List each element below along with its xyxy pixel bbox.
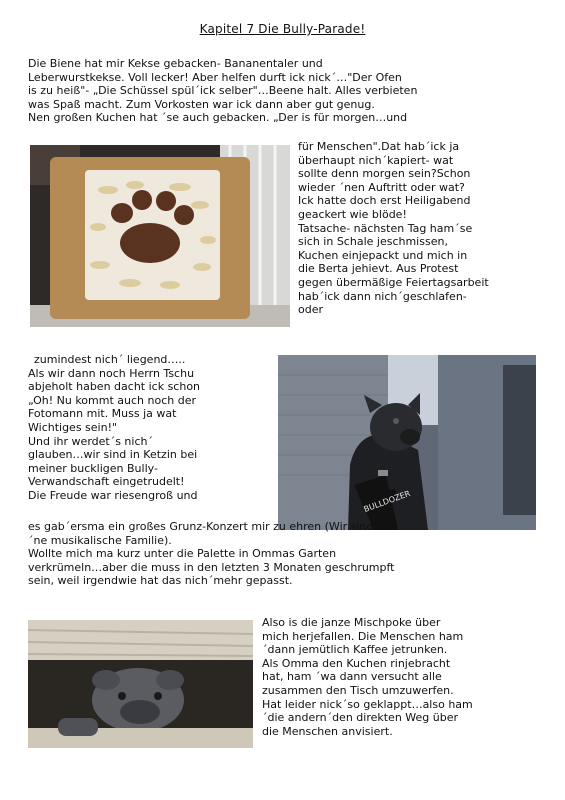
text-line: die Berta jehievt. Aus Protest [298,262,459,276]
text-line: Hat leider nick´so geklappt…also ham [262,697,473,711]
text-line: zusammen den Tisch umzuwerfen. [262,683,454,697]
text-line: oder [298,303,324,317]
text-line: Als Omma den Kuchen rinjebracht [262,656,451,670]
text-line: mich herjefallen. Die Menschen ham [262,629,464,643]
text-line: Verwandschaft eingetrudelt! [28,475,185,489]
text-line: es gab´ersma ein großes Grunz-Konzert mir zu ehren (Wir sind halt [28,520,398,533]
chapter-title: Kapitel 7 Die Bully-Parade! [199,22,366,36]
text-line: geackert wie blöde! [298,207,407,221]
text-line: zumindest nich´ liegend….. [34,353,186,366]
paragraph-ending [262,616,552,738]
text-line: ´die andern´den direkten Weg über [262,711,459,725]
dog-under-pallet-photo [28,620,253,748]
text-line: abjeholt haben dacht ick schon [28,380,201,394]
cake-photo [30,145,290,327]
text-line: hat, ham ´wa dann versucht alle [262,670,442,684]
text-line: Als wir dann noch Herrn Tschu [28,366,195,380]
text-line: Also is die janze Mischpoke über [262,616,441,629]
text-line: is zu heiß"- „Die Schüssel spül´ick selber"…Beene halt. Alles verbieten [28,84,418,98]
text-line: Wichtiges sein!" [28,420,118,434]
text-line: Tatsache- nächsten Tag ham´se [298,221,473,235]
text-line: Und ihr werdet´s nich´ [28,434,153,448]
text-line: Wollte mich ma kurz unter die Palette in Ommas Garten [28,547,337,561]
paragraph-cake [298,140,553,317]
paragraph-trip [28,353,278,503]
text-line: für Menschen".Dat hab´ick ja [298,140,460,153]
text-line: sich in Schale jeschmissen, [298,235,448,249]
text-line: verkrümeln…aber die muss in den letzten 3 Monaten geschrumpft [28,560,395,574]
text-line: sollte denn morgen sein?Schon [298,167,471,181]
text-line: Die Biene hat mir Kekse gebacken- Bananentaler und [28,57,323,70]
text-line: glauben…wir sind in Ketzin bei [28,448,198,462]
text-line: „Oh! Nu kommt auch noch der [28,393,196,407]
text-line: Leberwurstkekse. Voll lecker! Aber helfen durft ick nick´…"Der Ofen [28,70,402,84]
text-line: ´ne musikalische Familie). [28,533,172,547]
text-line: überhaupt nich´kapiert- wat [298,153,454,167]
paragraph-garden [28,520,548,588]
text-line: ´dann jemütlich Kaffee jetrunken. [262,643,448,657]
paragraph-intro [28,57,538,125]
text-line: Fotomann mit. Muss ja wat [28,407,177,421]
text-line: was Spaß macht. Zum Vorkosten war ick dann aber gut genug. [28,97,375,111]
text-line: gegen übermäßige Feiertagsarbeit [298,275,489,289]
text-line: wieder ´nen Auftritt oder wat? [298,180,465,194]
text-line: meiner buckligen Bully- [28,461,158,475]
text-line: Nen großen Kuchen hat ´se auch gebacken. „Der is für morgen…und [28,111,408,125]
text-line: hab´ick dann nich´geschlafen- [298,289,467,303]
dog-in-car-photo [278,355,536,530]
text-line: sein, weil irgendwie hat das nich´mehr gepasst. [28,574,293,588]
text-line: Ick hatte doch erst Heiligabend [298,194,471,208]
text-line: die Menschen anvisiert. [262,724,393,738]
text-line: Die Freude war riesengroß und [28,488,198,502]
harness-label: BULLDOZER [362,488,412,514]
text-line: Kuchen einjepackt und mich in [298,248,468,262]
